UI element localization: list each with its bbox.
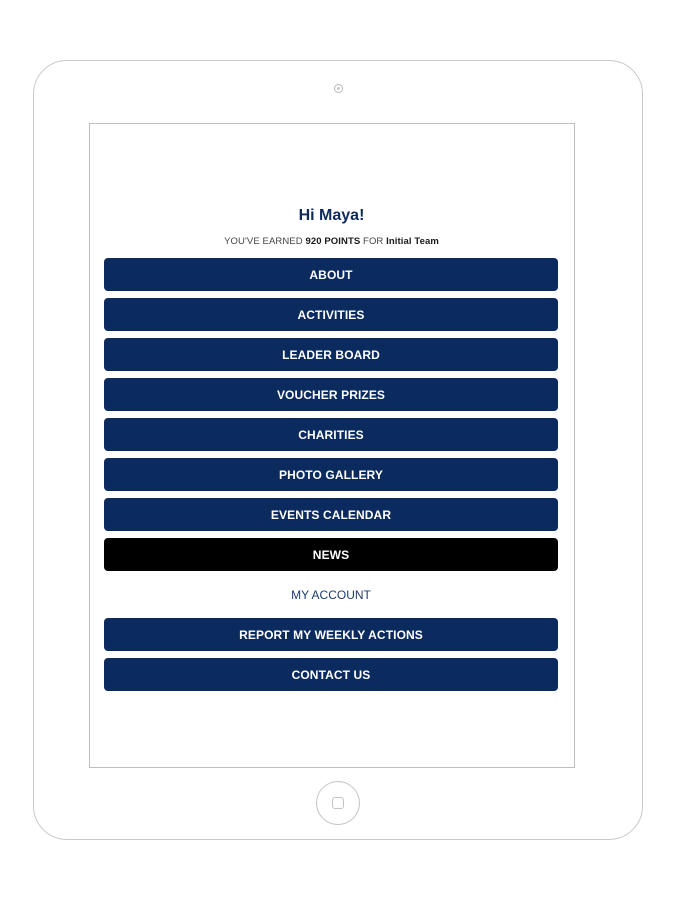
voucher-prizes-button[interactable]: VOUCHER PRIZES xyxy=(104,378,558,411)
team-name: Initial Team xyxy=(386,236,439,247)
points-value: 920 POINTS xyxy=(305,236,361,247)
main-menu xyxy=(104,258,558,698)
home-square-icon xyxy=(332,797,344,809)
leader-board-button[interactable]: LEADER BOARD xyxy=(104,338,558,371)
charities-button[interactable]: CHARITIES xyxy=(104,418,558,451)
events-calendar-button[interactable]: EVENTS CALENDAR xyxy=(104,498,558,531)
about-button[interactable]: ABOUT xyxy=(104,258,558,291)
points-middle: FOR xyxy=(360,236,387,247)
points-prefix: YOU'VE EARNED xyxy=(224,236,306,247)
greeting-title: Hi Maya! xyxy=(298,207,365,224)
home-button[interactable] xyxy=(316,781,360,825)
points-summary xyxy=(0,236,663,247)
news-button[interactable]: NEWS xyxy=(104,538,558,571)
camera-icon xyxy=(334,84,343,93)
report-weekly-actions-button[interactable]: REPORT MY WEEKLY ACTIONS xyxy=(104,618,558,651)
contact-us-button[interactable]: CONTACT US xyxy=(104,658,558,691)
activities-button[interactable]: ACTIVITIES xyxy=(104,298,558,331)
my-account-label: MY ACCOUNT xyxy=(291,588,371,602)
photo-gallery-button[interactable]: PHOTO GALLERY xyxy=(104,458,558,491)
